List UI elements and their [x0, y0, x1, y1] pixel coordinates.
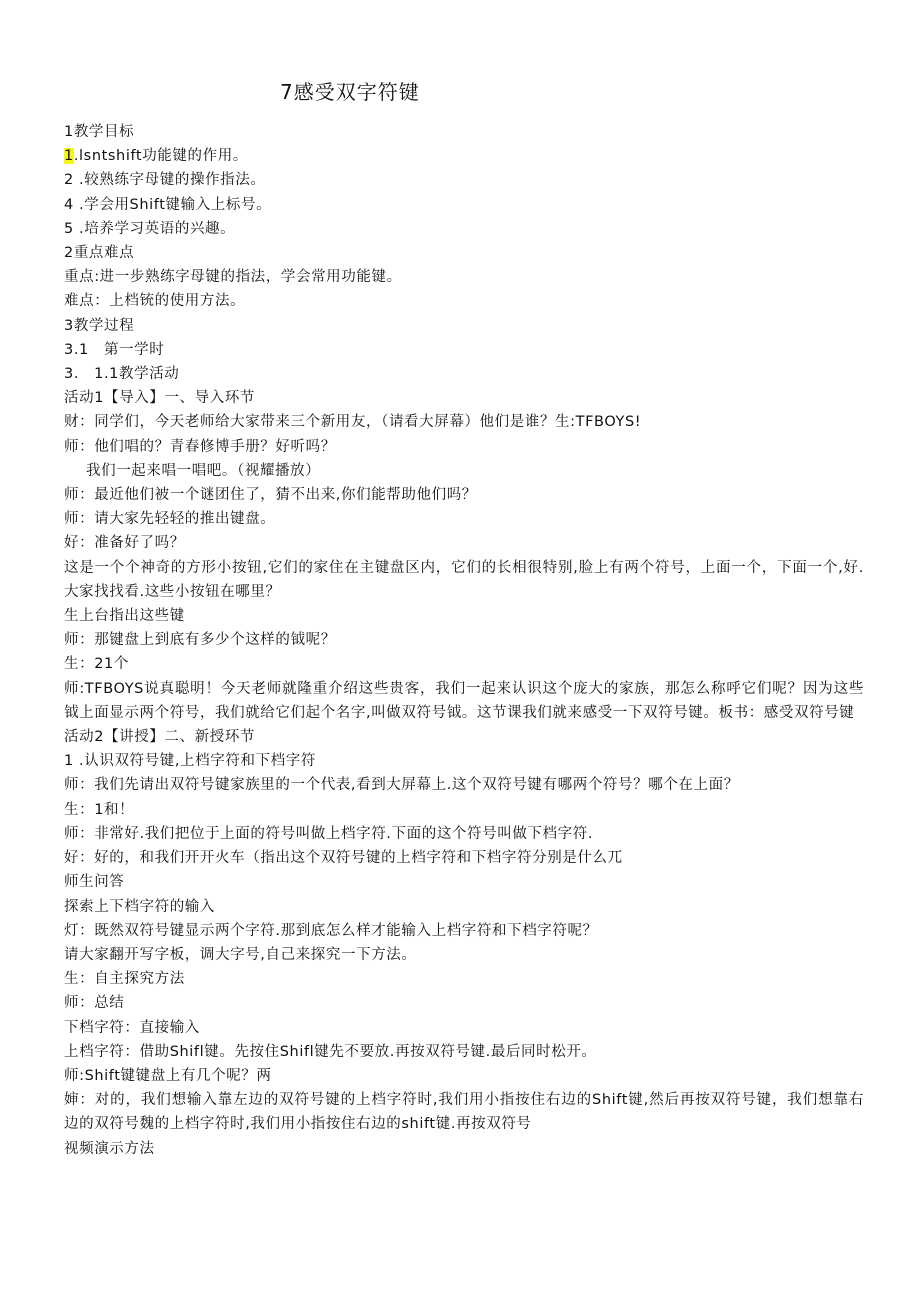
paragraph: 这是一个个神奇的方形小按钮,它们的家住在主键盘区内，它们的长相很特别,脸上有两个符号，上面一个，下面一个,好.大家找找看.这些小按钮在哪里？	[64, 559, 864, 600]
section-heading: 3教学过程	[64, 317, 135, 334]
list-item: 5 .培养学习英语的兴趣。	[64, 220, 236, 237]
subsection-heading: 3.1 第一学时	[64, 341, 165, 358]
paragraph: 视频演示方法	[64, 1140, 155, 1157]
list-item: 2 .较熟练字母键的操作指法。	[64, 172, 266, 189]
document-body	[64, 120, 864, 1161]
paragraph: 财：同学们，今天老师给大家带来三个新用友，（请看大屏幕）他们是谁？生:TFBOYS!	[64, 414, 642, 431]
paragraph: 请大家翻开写字板，调大字号,自己来探究一下方法。	[64, 946, 417, 963]
activity-heading: 活动1【导入】一、导入环节	[64, 390, 256, 407]
paragraph: 师：那键盘上到底有多少个这样的钺呢？	[64, 632, 336, 649]
paragraph: 生上台指出这些键	[64, 608, 185, 625]
paragraph: 师：请大家先轻轻的推出键盘。	[64, 511, 276, 528]
paragraph: 师：最近他们被一个谜团住了，猜不出来,你们能帮助他们吗？	[64, 487, 477, 504]
activity-heading: 活动2【讲授】二、新授环节	[64, 729, 256, 746]
paragraph: 好：准备好了吗？	[64, 535, 185, 552]
list-item: 1 .认识双符号键,上档字符和下档字符	[64, 753, 316, 770]
paragraph: 难点：上档铳的使用方法。	[64, 293, 246, 310]
list-item-text: .lsntshift功能键的作用。	[73, 148, 248, 165]
paragraph: 下档字符：直接输入	[64, 1019, 200, 1036]
paragraph: 师生问答	[64, 874, 125, 891]
paragraph: 探索上下档字符的输入	[64, 898, 215, 915]
list-item	[64, 144, 864, 168]
paragraph: 上档字符：借助Shifl键。先按住Shifl键先不要放.再按双符号键.最后同时松开。	[64, 1043, 597, 1060]
paragraph: 师：我们先请出双符号键家族里的一个代表,看到大屏幕上.这个双符号键有哪两个符号？哪个在上面？	[64, 777, 739, 794]
paragraph: 生：自主探究方法	[64, 971, 185, 988]
paragraph: 师：非常好.我们把位于上面的符号叫做上档字符.下面的这个符号叫做下档字符.	[64, 825, 594, 842]
document-title: 7感受双字符键	[280, 80, 420, 104]
subsection-heading: 3. 1.1教学活动	[64, 366, 180, 383]
list-item: 4 .学会用Shift键输入上标号。	[64, 196, 272, 213]
highlighted-number: 1	[64, 148, 74, 165]
paragraph: 我们一起来唱一唱吧。（视耀播放）	[86, 462, 321, 479]
paragraph: 师：总结	[64, 995, 125, 1012]
paragraph: 灯：既然双符号键显示两个字符.那到底怎么样才能输入上档字符和下档字符呢？	[64, 922, 598, 939]
section-heading: 2重点难点	[64, 245, 135, 262]
paragraph: 师:Shift键键盘上有几个呢？两	[64, 1067, 272, 1084]
paragraph: 好：好的，和我们开开火车（指出这个双符号键的上档字符和下档字符分别是什么兀	[64, 850, 623, 867]
paragraph: 婶：对的，我们想输入靠左边的双符号键的上档字符时,我们用小指按住右边的Shift键,然后再按双符号键，我们想靠右边的双符号魏的上档字符时,我们用小指按住右边的shift键.再按双符号	[64, 1092, 864, 1133]
section-heading: 1教学目标	[64, 124, 135, 140]
paragraph: 生：1和！	[64, 801, 135, 818]
paragraph: 生：21个	[64, 656, 129, 673]
paragraph: 重点:进一步熟练字母键的指法，学会常用功能键。	[64, 269, 402, 286]
paragraph: 师：他们唱的？青春修博手册？好听吗？	[64, 438, 336, 455]
paragraph: 师:TFBOYS说真聪明！今天老师就隆重介绍这些贵客，我们一起来认识这个庞大的家族，那怎么称呼它们呢？因为这些钺上面显示两个符号，我们就给它们起个名字,叫做双符号钺。这节课我们就来感受一下双符号键。板书：感受双符号键	[64, 680, 864, 721]
